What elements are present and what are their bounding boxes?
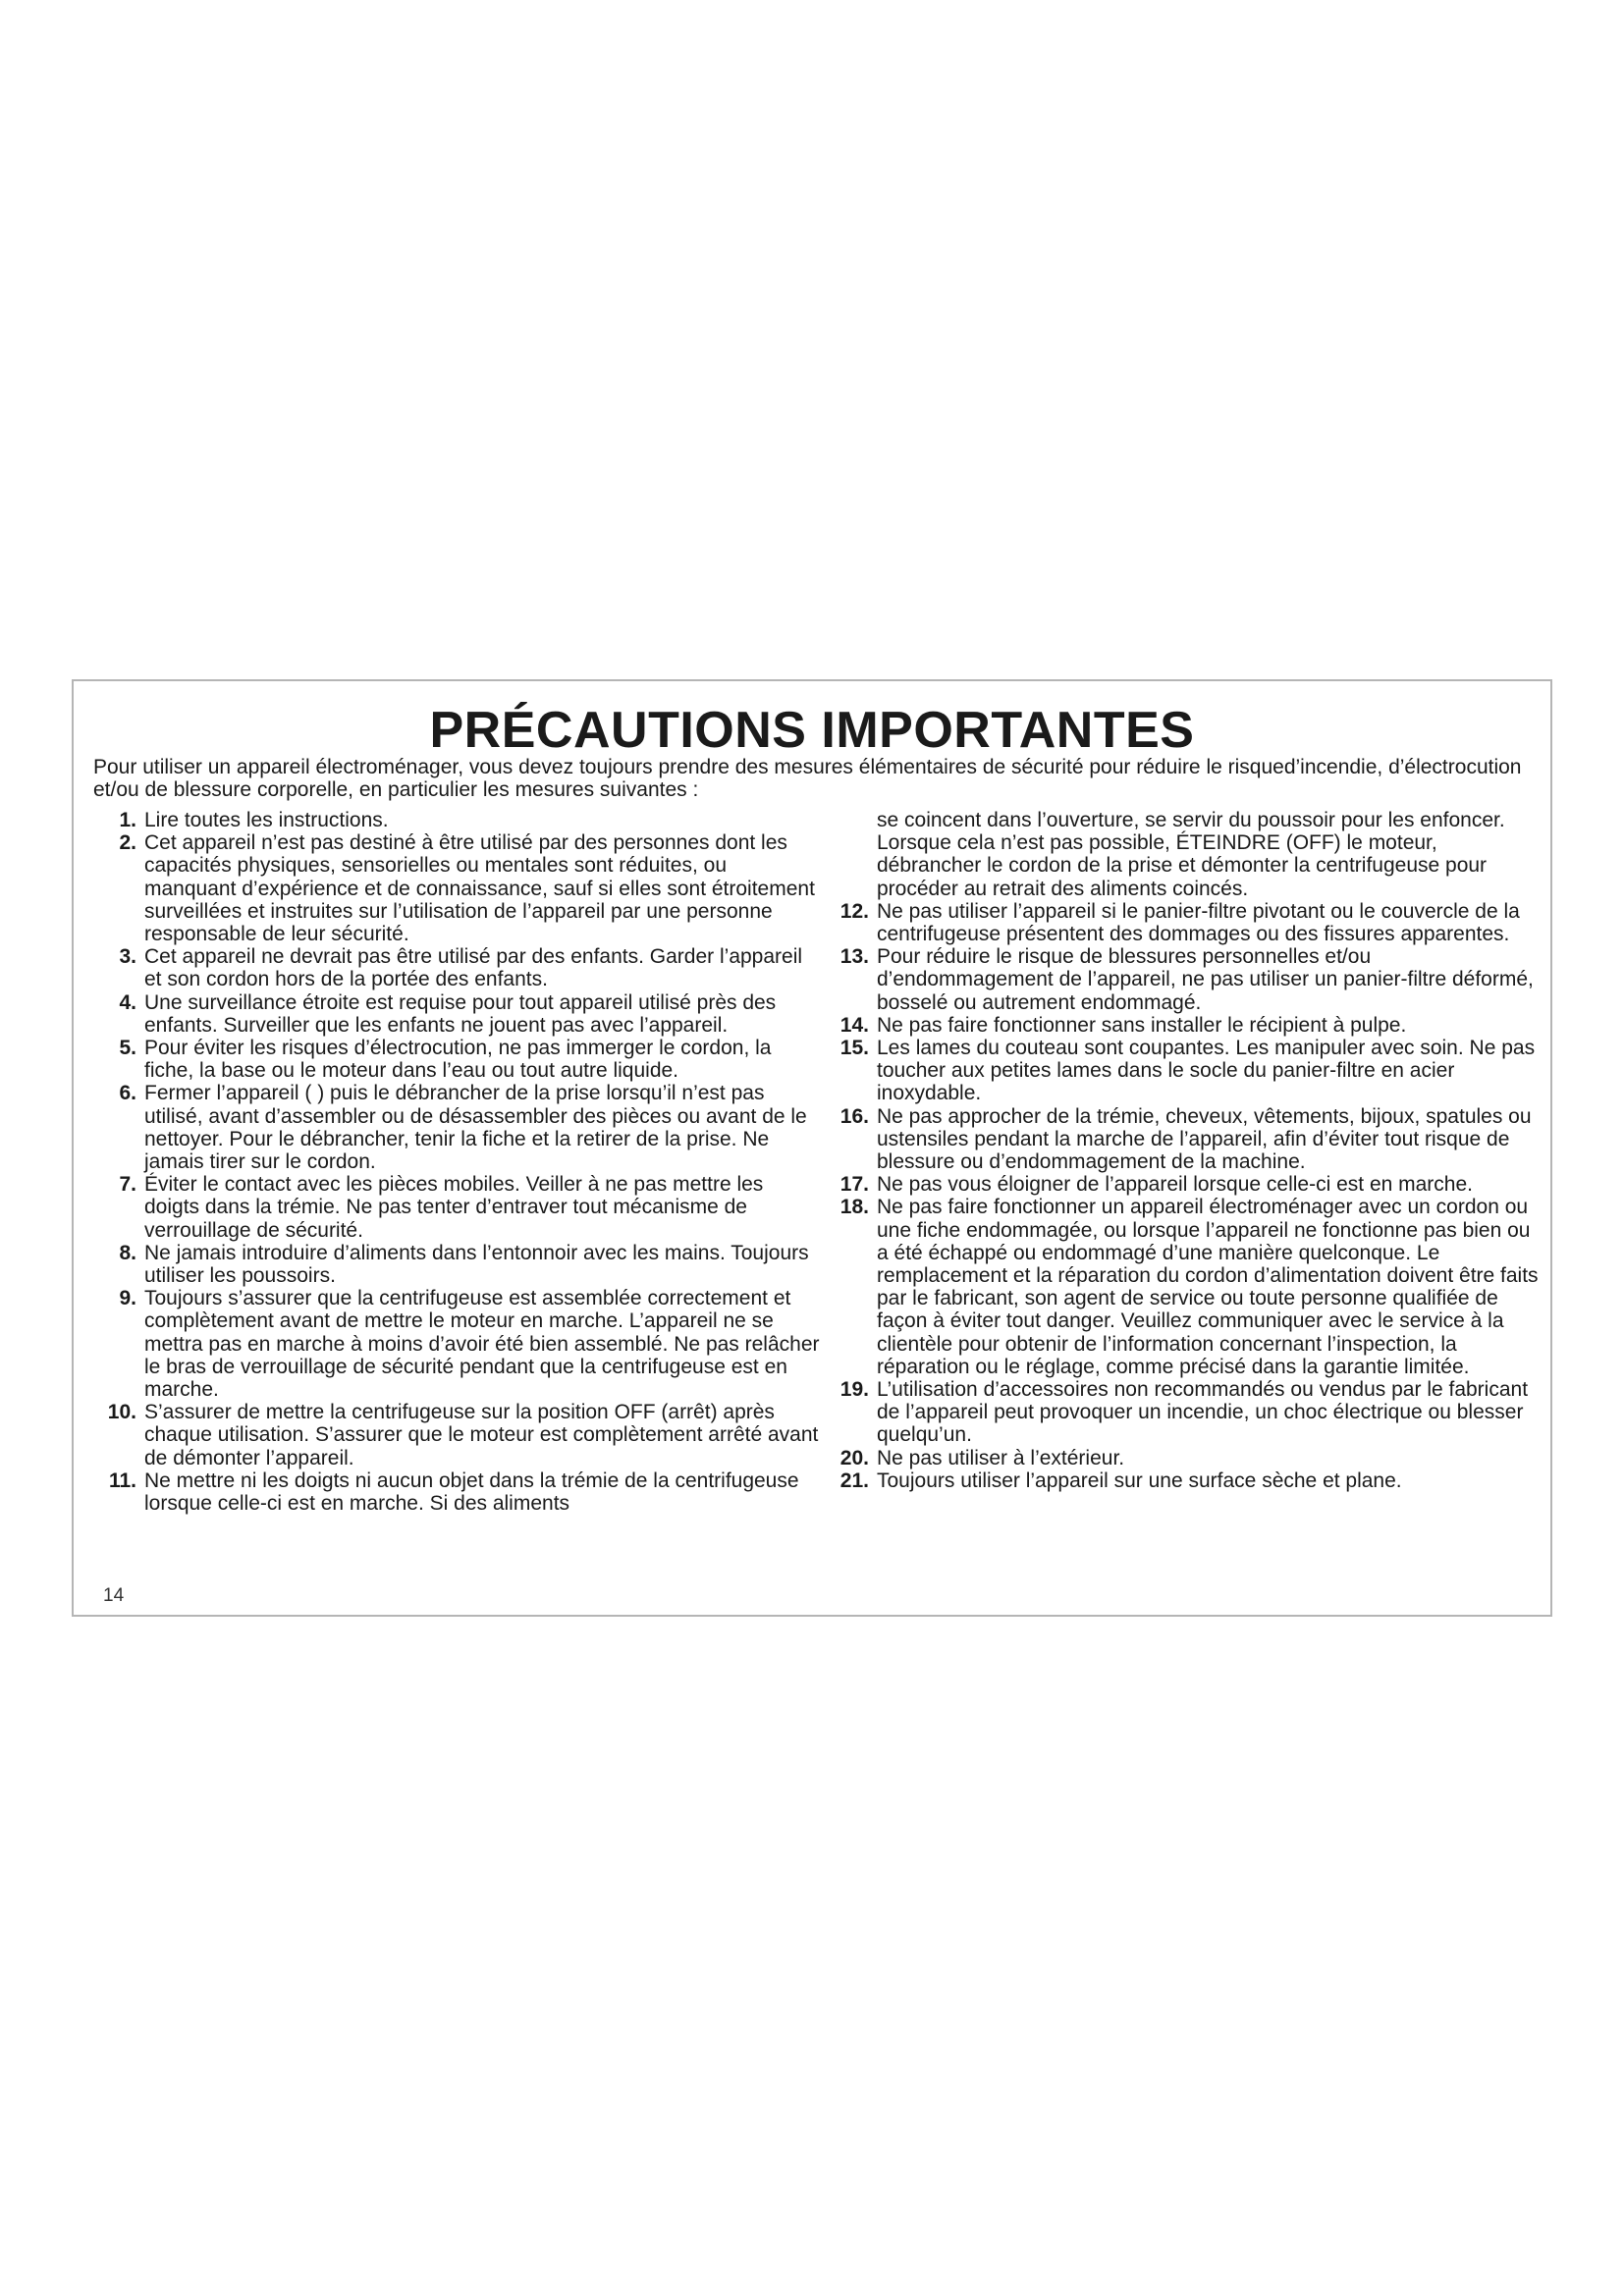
list-item-continuation: se coincent dans l’ouverture, se servir du poussoir pour les enfoncer. Lorsque cela n’est pas possible, ÉTEINDRE (OFF) le moteur, débrancher le cordon de la prise et démonter la centrifugeuse pour procéder au retrait des aliments coincés. bbox=[877, 809, 1505, 900]
item-number: 19. bbox=[839, 1378, 869, 1402]
list-item bbox=[93, 945, 820, 990]
list-item bbox=[826, 945, 1543, 1014]
item-text: Pour réduire le risque de blessures personnelles et/ou d’endommagement de l’appareil, ne pas utiliser un panier-filtre déformé, bosselé ou autrement endommagé. bbox=[877, 945, 1534, 1014]
list-item bbox=[93, 1401, 820, 1469]
item-text: Cet appareil n’est pas destiné à être utilisé par des personnes dont les capacités physiques, sensorielles ou mentales sont réduites, ou manquant d’expérience et de connaissance, sauf si elles sont étroitement surveillées et instruites sur l’utilisation de l’appareil par une personne responsable de leur sécurité. bbox=[144, 831, 815, 946]
item-text: Éviter le contact avec les pièces mobiles. Veiller à ne pas mettre les doigts dans la trémie. Ne pas tenter d’entraver tout mécanisme de verrouillage de sécurité. bbox=[144, 1173, 764, 1242]
item-number: 8. bbox=[119, 1241, 136, 1264]
list-item bbox=[826, 1447, 1543, 1469]
item-number: 13. bbox=[839, 945, 869, 969]
list-item bbox=[93, 831, 820, 945]
item-text: Ne pas utiliser à l’extérieur. bbox=[877, 1446, 1125, 1469]
item-number: 2. bbox=[119, 831, 136, 855]
item-text: Ne pas faire fonctionner un appareil électroménager avec un cordon ou une fiche endommagée, ou lorsque l’appareil ne fonctionne pas bien ou a été échappé ou endommagé d’une manière quelconque. Le remplacement et la réparation du cordon d’alimentation doivent être faits par le fabricant, son agent de service ou toute personne qualifiée de façon à éviter tout danger. Veuillez communiquer avec le service à la clientèle pour obtenir de l’information concernant l’inspection, la réparation ou le réglage, comme précisé dans la garantie limitée. bbox=[877, 1196, 1539, 1378]
list-item bbox=[826, 1014, 1543, 1037]
page-number: 14 bbox=[103, 1585, 125, 1606]
item-number: 4. bbox=[119, 990, 136, 1014]
item-text: Les lames du couteau sont coupantes. Les manipuler avec soin. Ne pas toucher aux petites lames dans le socle du panier-filtre en acier inoxydable. bbox=[877, 1037, 1536, 1105]
item-text: Fermer l’appareil ( ) puis le débrancher de la prise lorsqu’il n’est pas utilisé, avant d’assembler ou de désassembler des pièces ou avant de le nettoyer. Pour le débrancher, tenir la fiche et la retirer de la prise. Ne jamais tirer sur le cordon. bbox=[144, 1082, 807, 1174]
list-item bbox=[93, 1082, 820, 1173]
item-text: Lire toutes les instructions. bbox=[144, 809, 389, 831]
item-number: 3. bbox=[119, 945, 136, 969]
item-number: 7. bbox=[119, 1173, 136, 1197]
list-item bbox=[93, 1173, 820, 1242]
item-number: 21. bbox=[839, 1468, 869, 1492]
right-column-list bbox=[826, 809, 1543, 1492]
item-text: Ne pas faire fonctionner sans installer le récipient à pulpe. bbox=[877, 1013, 1407, 1037]
item-text: Ne pas utiliser l’appareil si le panier-filtre pivotant ou le couvercle de la centrifugeuse présentent des dommages ou des fissures apparentes. bbox=[877, 899, 1520, 946]
list-item bbox=[93, 1037, 820, 1082]
list-item bbox=[826, 1469, 1543, 1492]
item-number: 18. bbox=[839, 1196, 869, 1219]
item-number: 1. bbox=[119, 809, 136, 831]
item-text: Ne pas vous éloigner de l’appareil lorsque celle-ci est en marche. bbox=[877, 1173, 1473, 1197]
item-number: 10. bbox=[107, 1401, 136, 1424]
item-number: 9. bbox=[119, 1287, 136, 1310]
list-item bbox=[826, 1378, 1543, 1447]
item-number: 20. bbox=[839, 1446, 869, 1469]
item-number: 16. bbox=[839, 1104, 869, 1128]
item-number: 6. bbox=[119, 1082, 136, 1105]
item-text: L’utilisation d’accessoires non recommandés ou vendus par le fabricant de l’appareil peut provoquer un incendie, un choc électrique ou blesser quelqu’un. bbox=[877, 1378, 1529, 1447]
item-number: 14. bbox=[839, 1013, 869, 1037]
list-item bbox=[93, 1287, 820, 1401]
item-number: 15. bbox=[839, 1037, 869, 1060]
list-item bbox=[826, 1105, 1543, 1174]
item-text: Ne mettre ni les doigts ni aucun objet dans la trémie de la centrifugeuse lorsque celle-ci est en marche. Si des aliments bbox=[144, 1468, 799, 1516]
list-item bbox=[826, 1196, 1543, 1378]
item-text: Cet appareil ne devrait pas être utilisé par des enfants. Garder l’appareil et son cordon hors de la portée des enfants. bbox=[144, 945, 803, 991]
safety-panel bbox=[72, 679, 1552, 1617]
intro-paragraph: Pour utiliser un appareil électroménager, vous devez toujours prendre des mesures élémentaires de sécurité pour réduire le risqued’incendie, d’électrocution et/ou de blessure corporelle, en particulier les mesures suivantes : bbox=[93, 756, 1522, 801]
item-text: Pour éviter les risques d’électrocution, ne pas immerger le cordon, la fiche, la base ou le moteur dans l’eau ou tout autre liquide. bbox=[144, 1037, 772, 1083]
item-text: Ne jamais introduire d’aliments dans l’entonnoir avec les mains. Toujours utiliser les poussoirs. bbox=[144, 1241, 809, 1288]
item-number: 12. bbox=[839, 899, 869, 923]
list-item bbox=[826, 1037, 1543, 1105]
list-item bbox=[93, 991, 820, 1037]
item-text: Une surveillance étroite est requise pour tout appareil utilisé près des enfants. Surveiller que les enfants ne jouent pas avec l’appareil. bbox=[144, 990, 777, 1037]
item-text: S’assurer de mettre la centrifugeuse sur la position OFF (arrêt) après chaque utilisation. S’assurer que le moteur est complètement arrêté avant de démonter l’appareil. bbox=[144, 1401, 819, 1469]
list-item bbox=[93, 809, 820, 831]
list-item bbox=[93, 1242, 820, 1287]
item-text: Toujours utiliser l’appareil sur une surface sèche et plane. bbox=[877, 1468, 1402, 1492]
page-title: PRÉCAUTIONS IMPORTANTES bbox=[429, 702, 1195, 759]
item-text: Toujours s’assurer que la centrifugeuse est assemblée correctement et complètement avant de mettre le moteur en marche. L’appareil ne se mettra pas en marche à moins d’avoir été bien assemblé. Ne pas relâcher le bras de verrouillage de sécurité pendant que la centrifugeuse est en marche. bbox=[144, 1287, 820, 1402]
item-number: 11. bbox=[108, 1468, 136, 1492]
item-number: 17. bbox=[839, 1173, 869, 1197]
left-column-list bbox=[93, 809, 820, 1515]
item-text: Ne pas approcher de la trémie, cheveux, vêtements, bijoux, spatules ou ustensiles pendant la marche de l’appareil, afin d’éviter tout risque de blessure ou d’endommagement de la machine. bbox=[877, 1104, 1532, 1174]
list-item bbox=[826, 900, 1543, 945]
list-item bbox=[93, 1469, 820, 1515]
list-item bbox=[826, 1173, 1543, 1196]
item-number: 5. bbox=[119, 1037, 136, 1060]
